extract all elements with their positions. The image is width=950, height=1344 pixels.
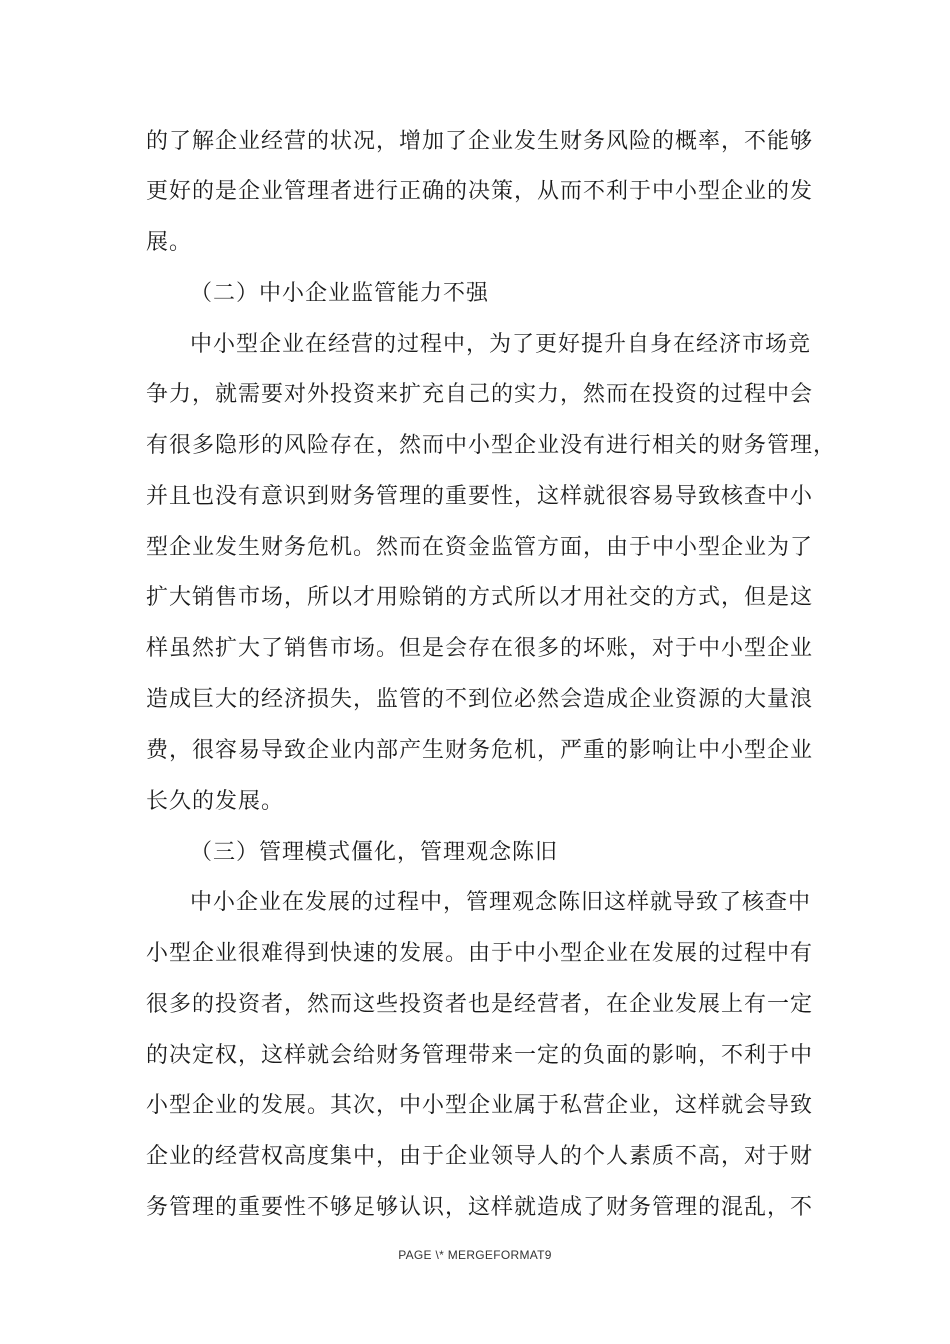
paragraph-line: 企业的经营权高度集中，由于企业领导人的个人素质不高，对于财: [146, 1144, 814, 1169]
section-heading: （三）管理模式僵化，管理观念陈旧: [190, 840, 559, 865]
paragraph-line: 型企业发生财务危机。然而在资金监管方面，由于中小型企业为了: [146, 535, 814, 560]
paragraph-line: 的了解企业经营的状况，增加了企业发生财务风险的概率，不能够: [146, 129, 814, 154]
paragraph-line: 造成巨大的经济损失，监管的不到位必然会造成企业资源的大量浪: [146, 687, 814, 712]
paragraph-line: 的决定权，这样就会给财务管理带来一定的负面的影响，不利于中: [146, 1043, 814, 1068]
section-heading: （二）中小企业监管能力不强: [190, 281, 490, 306]
paragraph-line: 中小型企业在经营的过程中，为了更好提升自身在经济市场竞: [190, 332, 812, 357]
paragraph-line: 扩大销售市场，所以才用赊销的方式所以才用社交的方式，但是这: [146, 585, 814, 610]
paragraph-line: 小型企业很难得到快速的发展。由于中小型企业在发展的过程中有: [146, 941, 814, 966]
paragraph-line: 并且也没有意识到财务管理的重要性，这样就很容易导致核查中小: [146, 484, 814, 509]
paragraph-line: 很多的投资者，然而这些投资者也是经营者，在企业发展上有一定: [146, 992, 814, 1017]
paragraph-line: 有很多隐形的风险存在，然而中小型企业没有进行相关的财务管理，: [146, 433, 837, 458]
paragraph-line: 争力，就需要对外投资来扩充自己的实力，然而在投资的过程中会: [146, 382, 814, 407]
paragraph-line: 中小企业在发展的过程中，管理观念陈旧这样就导致了核查中: [190, 890, 812, 915]
paragraph-line: 样虽然扩大了销售市场。但是会存在很多的坏账，对于中小型企业: [146, 636, 814, 661]
paragraph-line: 更好的是企业管理者进行正确的决策，从而不利于中小型企业的发: [146, 179, 814, 204]
paragraph-line: 展。: [146, 230, 193, 255]
paragraph-line: 费，很容易导致企业内部产生财务危机，严重的影响让中小型企业: [146, 738, 814, 763]
page-footer: PAGE \* MERGEFORMAT9: [398, 1248, 552, 1262]
paragraph-line: 长久的发展。: [146, 789, 285, 814]
paragraph-line: 务管理的重要性不够足够认识，这样就造成了财务管理的混乱，不: [146, 1195, 814, 1220]
paragraph-line: 小型企业的发展。其次，中小型企业属于私营企业，这样就会导致: [146, 1093, 814, 1118]
